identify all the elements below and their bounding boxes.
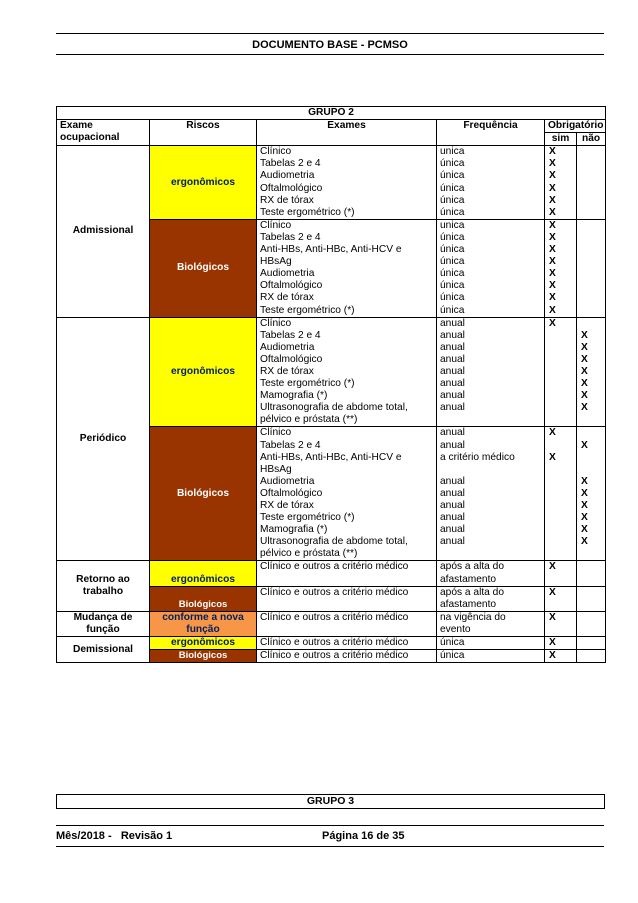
cell-line xyxy=(581,548,602,560)
cell-line xyxy=(581,452,602,464)
sim-marks xyxy=(545,317,577,427)
frequency-list xyxy=(437,611,545,636)
cell-line: única xyxy=(440,231,465,243)
cell-line xyxy=(581,318,602,330)
frequency-cell: única xyxy=(437,637,545,650)
col-header-exames: Exames xyxy=(257,120,437,146)
cell-line: Teste ergométrico (*) xyxy=(260,206,355,218)
cell-line: X xyxy=(581,353,588,365)
cell-line: X xyxy=(549,268,556,280)
frequency-list xyxy=(437,561,545,586)
nao-marks xyxy=(577,219,606,317)
cell-line: única xyxy=(440,268,465,280)
group3-title: GRUPO 3 xyxy=(56,794,605,809)
cell-line: Teste ergométrico (*) xyxy=(260,512,355,524)
frequency-list xyxy=(437,317,545,427)
cell-line: anual xyxy=(440,378,465,390)
cell-line xyxy=(549,354,573,366)
sim-mark: X xyxy=(545,611,577,636)
nao-mark xyxy=(577,611,606,636)
cell-line xyxy=(549,330,573,342)
cell-line: X xyxy=(549,219,556,231)
cell-line: anual xyxy=(440,365,465,377)
cell-line xyxy=(549,548,573,560)
sim-mark: X xyxy=(545,561,577,586)
cell-line: X xyxy=(549,304,556,316)
cell-line: Teste ergométrico (*) xyxy=(260,378,355,390)
table-row xyxy=(57,561,606,586)
cell-line: X xyxy=(581,329,588,341)
cell-line: Clínico xyxy=(260,317,292,329)
cell-line: X xyxy=(581,390,588,402)
cell-line: Ultrasonografia de abdome total, xyxy=(260,402,408,414)
sim-mark: X xyxy=(545,637,577,650)
table-row xyxy=(57,146,606,220)
cell-line: unica xyxy=(440,146,465,158)
cell-line: X xyxy=(581,536,588,548)
cell-line xyxy=(440,414,541,426)
footer-top-rule xyxy=(56,825,604,826)
cell-line: Clínico xyxy=(260,427,292,439)
table-row xyxy=(57,611,606,636)
cell-line: X xyxy=(581,439,588,451)
cell-line: Clínico xyxy=(260,219,292,231)
cell-line: Oftalmológico xyxy=(260,280,323,292)
cell-line: Audiometria xyxy=(260,268,315,280)
cell-line: X xyxy=(549,231,556,243)
cell-line: anual xyxy=(440,427,465,439)
cell-line: única xyxy=(440,158,465,170)
exam-type-retorno: Retorno ao trabalho xyxy=(57,561,150,611)
group-title: GRUPO 2 xyxy=(57,107,606,120)
cell-line: X xyxy=(581,378,588,390)
exam-type-admissional: Admissional xyxy=(57,146,150,317)
col-header-frequencia: Frequência xyxy=(437,120,545,146)
cell-line: Oftalmológico xyxy=(260,487,323,499)
risk-ergonomicos: ergonômicos xyxy=(150,146,257,220)
cell-line: X xyxy=(581,341,588,353)
cell-line: única xyxy=(440,182,465,194)
cell-line: única xyxy=(440,256,465,268)
nao-marks xyxy=(577,427,606,561)
cell-line: após a alta do xyxy=(440,561,505,573)
cell-line: RX de tórax xyxy=(260,365,314,377)
cell-line: anual xyxy=(440,390,465,402)
frequency-list xyxy=(437,146,545,220)
sim-marks xyxy=(545,219,577,317)
cell-line: única xyxy=(440,304,465,316)
exams-list xyxy=(257,146,437,220)
cell-line: RX de tórax xyxy=(260,292,314,304)
risk-biologicos: Biológicos xyxy=(150,219,257,317)
cell-line xyxy=(549,500,573,512)
cell-line: Mamografia (*) xyxy=(260,390,328,402)
cell-line: Audiometria xyxy=(260,341,315,353)
exams-list xyxy=(257,219,437,317)
footer-revision: Mês/2018 - Revisão 1 xyxy=(56,830,173,842)
frequency-list xyxy=(437,427,545,561)
cell-line: X xyxy=(581,512,588,524)
cell-line xyxy=(581,464,602,476)
cell-line: X xyxy=(549,280,556,292)
cell-line: anual xyxy=(440,341,465,353)
table-row xyxy=(57,637,606,650)
document-title: DOCUMENTO BASE - PCMSO xyxy=(252,39,408,51)
cell-line xyxy=(549,488,573,500)
nao-mark xyxy=(577,561,606,586)
nao-marks xyxy=(577,146,606,220)
cell-line: HBsAg xyxy=(260,256,292,268)
cell-line: única xyxy=(440,170,465,182)
cell-line: X xyxy=(581,475,588,487)
exams-cell: Clínico e outros a critério médico xyxy=(257,650,437,663)
cell-line: X xyxy=(549,206,556,218)
cell-line xyxy=(581,414,602,426)
risk-biologicos: Biológicos xyxy=(150,427,257,561)
cell-line: Oftalmológico xyxy=(260,353,323,365)
exams-list xyxy=(257,317,437,427)
cell-line: evento xyxy=(440,623,471,635)
nao-mark xyxy=(577,650,606,663)
footer-page-number: Página 16 de 35 xyxy=(322,830,405,842)
risk-biologicos: Biológicos xyxy=(150,586,257,611)
col-header-riscos: Riscos xyxy=(150,120,257,146)
cell-line xyxy=(549,440,573,452)
cell-line xyxy=(549,524,573,536)
cell-line: X xyxy=(549,194,556,206)
cell-line: anual xyxy=(440,439,465,451)
exam-type-mudanca: Mudança de função xyxy=(57,611,150,636)
col-header-obrigatorio: Obrigatório xyxy=(545,120,606,133)
exams-cell: Clínico e outros a critério médico xyxy=(257,611,437,636)
cell-line xyxy=(549,402,573,414)
cell-line: anual xyxy=(440,500,465,511)
exams-cell: Clínico e outros a critério médico xyxy=(257,561,437,586)
cell-line: anual xyxy=(440,512,465,524)
exams-cell: Clínico e outros a critério médico xyxy=(257,586,437,611)
cell-line: anual xyxy=(440,353,465,365)
cell-line xyxy=(581,427,602,439)
risk-conforme-nova-funcao: conforme a nova função xyxy=(150,611,257,636)
cell-line: RX de tórax xyxy=(260,194,314,206)
cell-line: X xyxy=(549,244,556,256)
risk-ergonomicos: ergonômicos xyxy=(150,561,257,586)
cell-line: HBsAg xyxy=(260,463,292,475)
footer-bottom-rule xyxy=(56,846,604,847)
sim-mark: X xyxy=(545,650,577,663)
cell-line: única xyxy=(440,292,465,304)
exams-list xyxy=(257,427,437,561)
cell-line: X xyxy=(581,524,588,536)
frequency-list xyxy=(437,586,545,611)
sim-marks xyxy=(545,146,577,220)
cell-line: Tabelas 2 e 4 xyxy=(260,231,321,243)
cell-line: Oftalmológico xyxy=(260,182,323,194)
cell-line: afastamento xyxy=(440,598,497,610)
cell-line: RX de tórax xyxy=(260,500,314,511)
cell-line: X xyxy=(549,317,556,329)
cell-line: X xyxy=(549,182,556,194)
cell-line: X xyxy=(549,170,556,182)
cell-line: única xyxy=(440,244,465,256)
cell-line: na vigência do xyxy=(440,611,506,623)
cell-line: anual xyxy=(440,402,465,414)
cell-line: Mamografia (*) xyxy=(260,524,328,536)
cell-line: anual xyxy=(440,524,465,536)
cell-line: anual xyxy=(440,536,465,548)
cell-line xyxy=(440,464,541,476)
exam-type-demissional: Demissional xyxy=(57,637,150,663)
cell-line xyxy=(549,512,573,524)
cell-line: X xyxy=(581,500,588,511)
frequency-list xyxy=(437,219,545,317)
cell-line: Teste ergométrico (*) xyxy=(260,304,355,316)
exam-type-periodico: Periódico xyxy=(57,317,150,561)
cell-line xyxy=(549,342,573,354)
risk-ergonomicos: ergonômicos xyxy=(150,637,257,650)
cell-line: X xyxy=(549,146,556,158)
sim-mark: X xyxy=(545,586,577,611)
cell-line: X xyxy=(581,487,588,499)
cell-line: anual xyxy=(440,329,465,341)
header-top-rule xyxy=(56,33,604,34)
nao-mark xyxy=(577,637,606,650)
col-header-nao: não xyxy=(577,133,606,146)
cell-line: Ultrasonografia de abdome total, xyxy=(260,536,408,548)
table-row xyxy=(57,317,606,427)
cell-line: X xyxy=(549,451,556,463)
col-header-exame: Exame ocupacional xyxy=(57,120,150,146)
cell-line: pélvico e próstata (**) xyxy=(260,414,358,426)
cell-line: Anti-HBs, Anti-HBc, Anti-HCV e xyxy=(260,451,402,463)
cell-line xyxy=(549,414,573,426)
cell-line: após a alta do xyxy=(440,586,505,598)
cell-line: Tabelas 2 e 4 xyxy=(260,329,321,341)
cell-line: Audiometria xyxy=(260,170,315,182)
cell-line: anual xyxy=(440,475,465,487)
cell-line: única xyxy=(440,280,465,292)
col-header-sim: sim xyxy=(545,133,577,146)
header-bottom-rule xyxy=(56,54,604,55)
cell-line: X xyxy=(549,256,556,268)
cell-line xyxy=(549,536,573,548)
sim-marks xyxy=(545,427,577,561)
cell-line: Audiometria xyxy=(260,475,315,487)
nao-mark xyxy=(577,586,606,611)
nao-marks xyxy=(577,317,606,427)
cell-line: a critério médico xyxy=(440,451,515,463)
cell-line: Tabelas 2 e 4 xyxy=(260,158,321,170)
cell-line xyxy=(440,548,541,560)
cell-line xyxy=(549,366,573,378)
cell-line: X xyxy=(581,402,588,414)
cell-line: unica xyxy=(440,219,465,231)
cell-line: única xyxy=(440,194,465,206)
risk-ergonomicos: ergonômicos xyxy=(150,317,257,427)
cell-line xyxy=(549,378,573,390)
cell-line: anual xyxy=(440,317,465,329)
cell-line: X xyxy=(549,158,556,170)
cell-line: anual xyxy=(440,487,465,499)
cell-line xyxy=(549,390,573,402)
cell-line: X xyxy=(581,365,588,377)
cell-line: Tabelas 2 e 4 xyxy=(260,439,321,451)
cell-line: única xyxy=(440,206,465,218)
cell-line: afastamento xyxy=(440,573,497,585)
cell-line xyxy=(549,464,573,476)
risk-biologicos: Biológicos xyxy=(150,650,257,663)
cell-line: Anti-HBs, Anti-HBc, Anti-HCV e xyxy=(260,244,402,256)
cell-line: X xyxy=(549,427,556,439)
cell-line: X xyxy=(549,292,556,304)
group2-table xyxy=(56,106,606,663)
frequency-cell: única xyxy=(437,650,545,663)
cell-line: Clínico xyxy=(260,146,292,158)
exams-cell: Clínico e outros a critério médico xyxy=(257,637,437,650)
cell-line: pélvico e próstata (**) xyxy=(260,548,358,560)
cell-line xyxy=(549,476,573,488)
